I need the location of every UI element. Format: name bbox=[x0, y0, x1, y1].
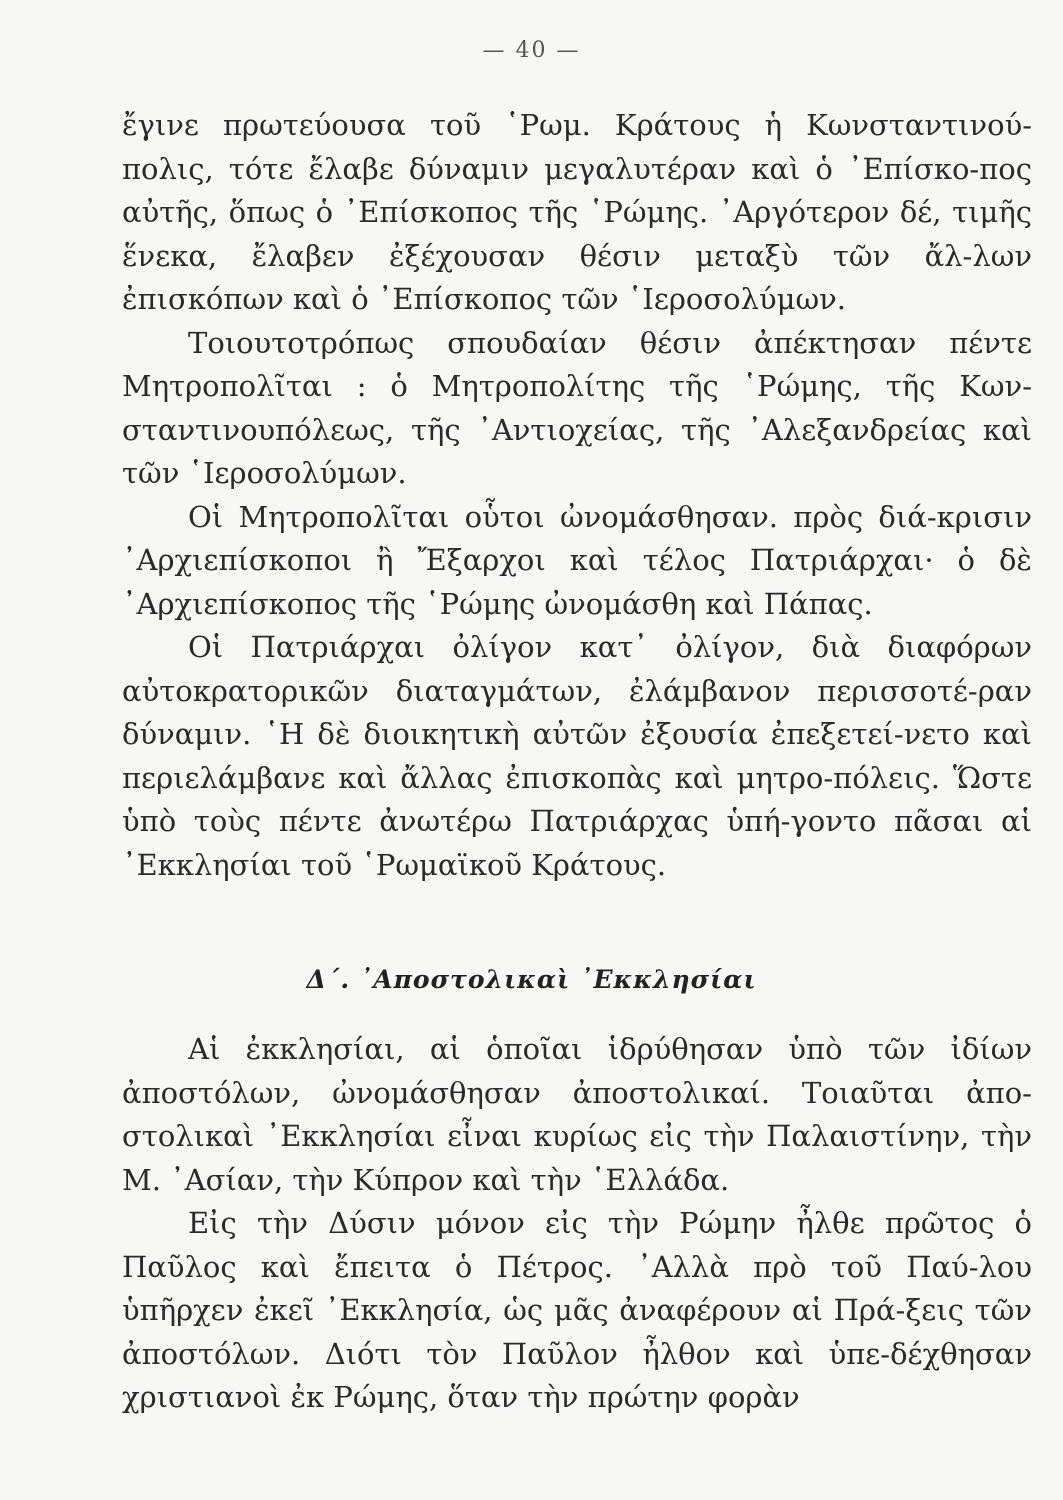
paragraph: ἔγινε πρωτεύουσα τοῦ ῾Ρωμ. Κράτους ἡ Κωνσταντινού-πολις, τότε ἔλαβε δύναμιν μεγαλυτέραν καὶ ὁ ᾿Επίσκο-πος αὐτῆς, ὅπως ὁ ᾿Επίσκοπος τῆς ῾Ρώμης. ᾿Αργότερον δέ, τιμῆς ἕνεκα, ἔλαβεν ἐξέχουσαν θέσιν μεταξὺ τῶν ἄλ-λων ἐπισκόπων καὶ ὁ ᾿Επίσκοπος τῶν ῾Ιεροσολύμων. bbox=[122, 108, 1032, 316]
paragraph: Αἱ ἐκκλησίαι, αἱ ὁποῖαι ἱδρύθησαν ὑπὸ τῶν ἰδίων ἀποστόλων, ὠνομάσθησαν ἀποστολικαί. Τοιαῦται ἀπο-στολικαὶ ᾿Εκκλησίαι εἶναι κυρίως εἰς τὴν Παλαιστίνην, τὴν Μ. ᾿Ασίαν, τὴν Κύπρον καὶ τὴν ῾Ελλάδα. bbox=[122, 1032, 1032, 1197]
top-text-block bbox=[122, 104, 1032, 887]
paragraph: Οἱ Πατριάρχαι ὀλίγον κατ᾿ ὀλίγον, διὰ διαφόρων αὐτοκρατορικῶν διαταγμάτων, ἐλάμβανον περισσοτέ-ραν δύναμιν. ῾Η δὲ διοικητικὴ αὐτῶν ἐξουσία ἐπεξετεί-νετο καὶ περιελάμβανε καὶ ἄλλας ἐπισκοπὰς καὶ μητρο-πόλεις. Ὥστε ὑπὸ τοὺς πέντε ἀνωτέρω Πατριάρχας ὑπή-γοντο πᾶσαι αἱ ᾿Εκκλησίαι τοῦ ῾Ρωμαϊκοῦ Κράτους. bbox=[122, 630, 1032, 882]
bottom-text-block bbox=[122, 1028, 1032, 1420]
paragraph: Τοιουτοτρόπως σπουδαίαν θέσιν ἀπέκτησαν πέντε Μητροπολῖται : ὁ Μητροπολίτης τῆς ῾Ρώμης, τῆς Κων-σταντινουπόλεως, τῆς ᾿Αντιοχείας, τῆς ᾿Αλεξανδρείας καὶ τῶν ῾Ιεροσολύμων. bbox=[122, 325, 1032, 490]
paragraph: Οἱ Μητροπολῖται οὗτοι ὠνομάσθησαν. πρὸς διά-κρισιν ᾿Αρχιεπίσκοποι ἢ Ἔξαρχοι καὶ τέλος Πατριάρχαι· ὁ δὲ ᾿Αρχιεπίσκοπος τῆς ῾Ρώμης ὠνομάσθη καὶ Πάπας. bbox=[122, 499, 1032, 621]
paragraph: Εἰς τὴν Δύσιν μόνον εἰς τὴν Ρώμην ἦλθε πρῶτος ὁ Παῦλος καὶ ἔπειτα ὁ Πέτρος. ᾿Αλλὰ πρὸ τοῦ Παύ-λου ὑπῆρχεν ἐκεῖ ᾿Εκκλησία, ὡς μᾶς ἀναφέρουν αἱ Πρά-ξεις τῶν ἀποστόλων. Διότι τὸν Παῦλον ἦλθον καὶ ὑπε-δέχθησαν χριστιανοὶ ἐκ Ρώμης, ὅταν τὴν πρώτην φορὰν bbox=[122, 1206, 1032, 1414]
section-heading: Δ΄. ᾿Αποστολικαὶ ᾿Εκκλησίαι bbox=[306, 965, 757, 994]
page-number: — 40 — bbox=[482, 38, 581, 63]
